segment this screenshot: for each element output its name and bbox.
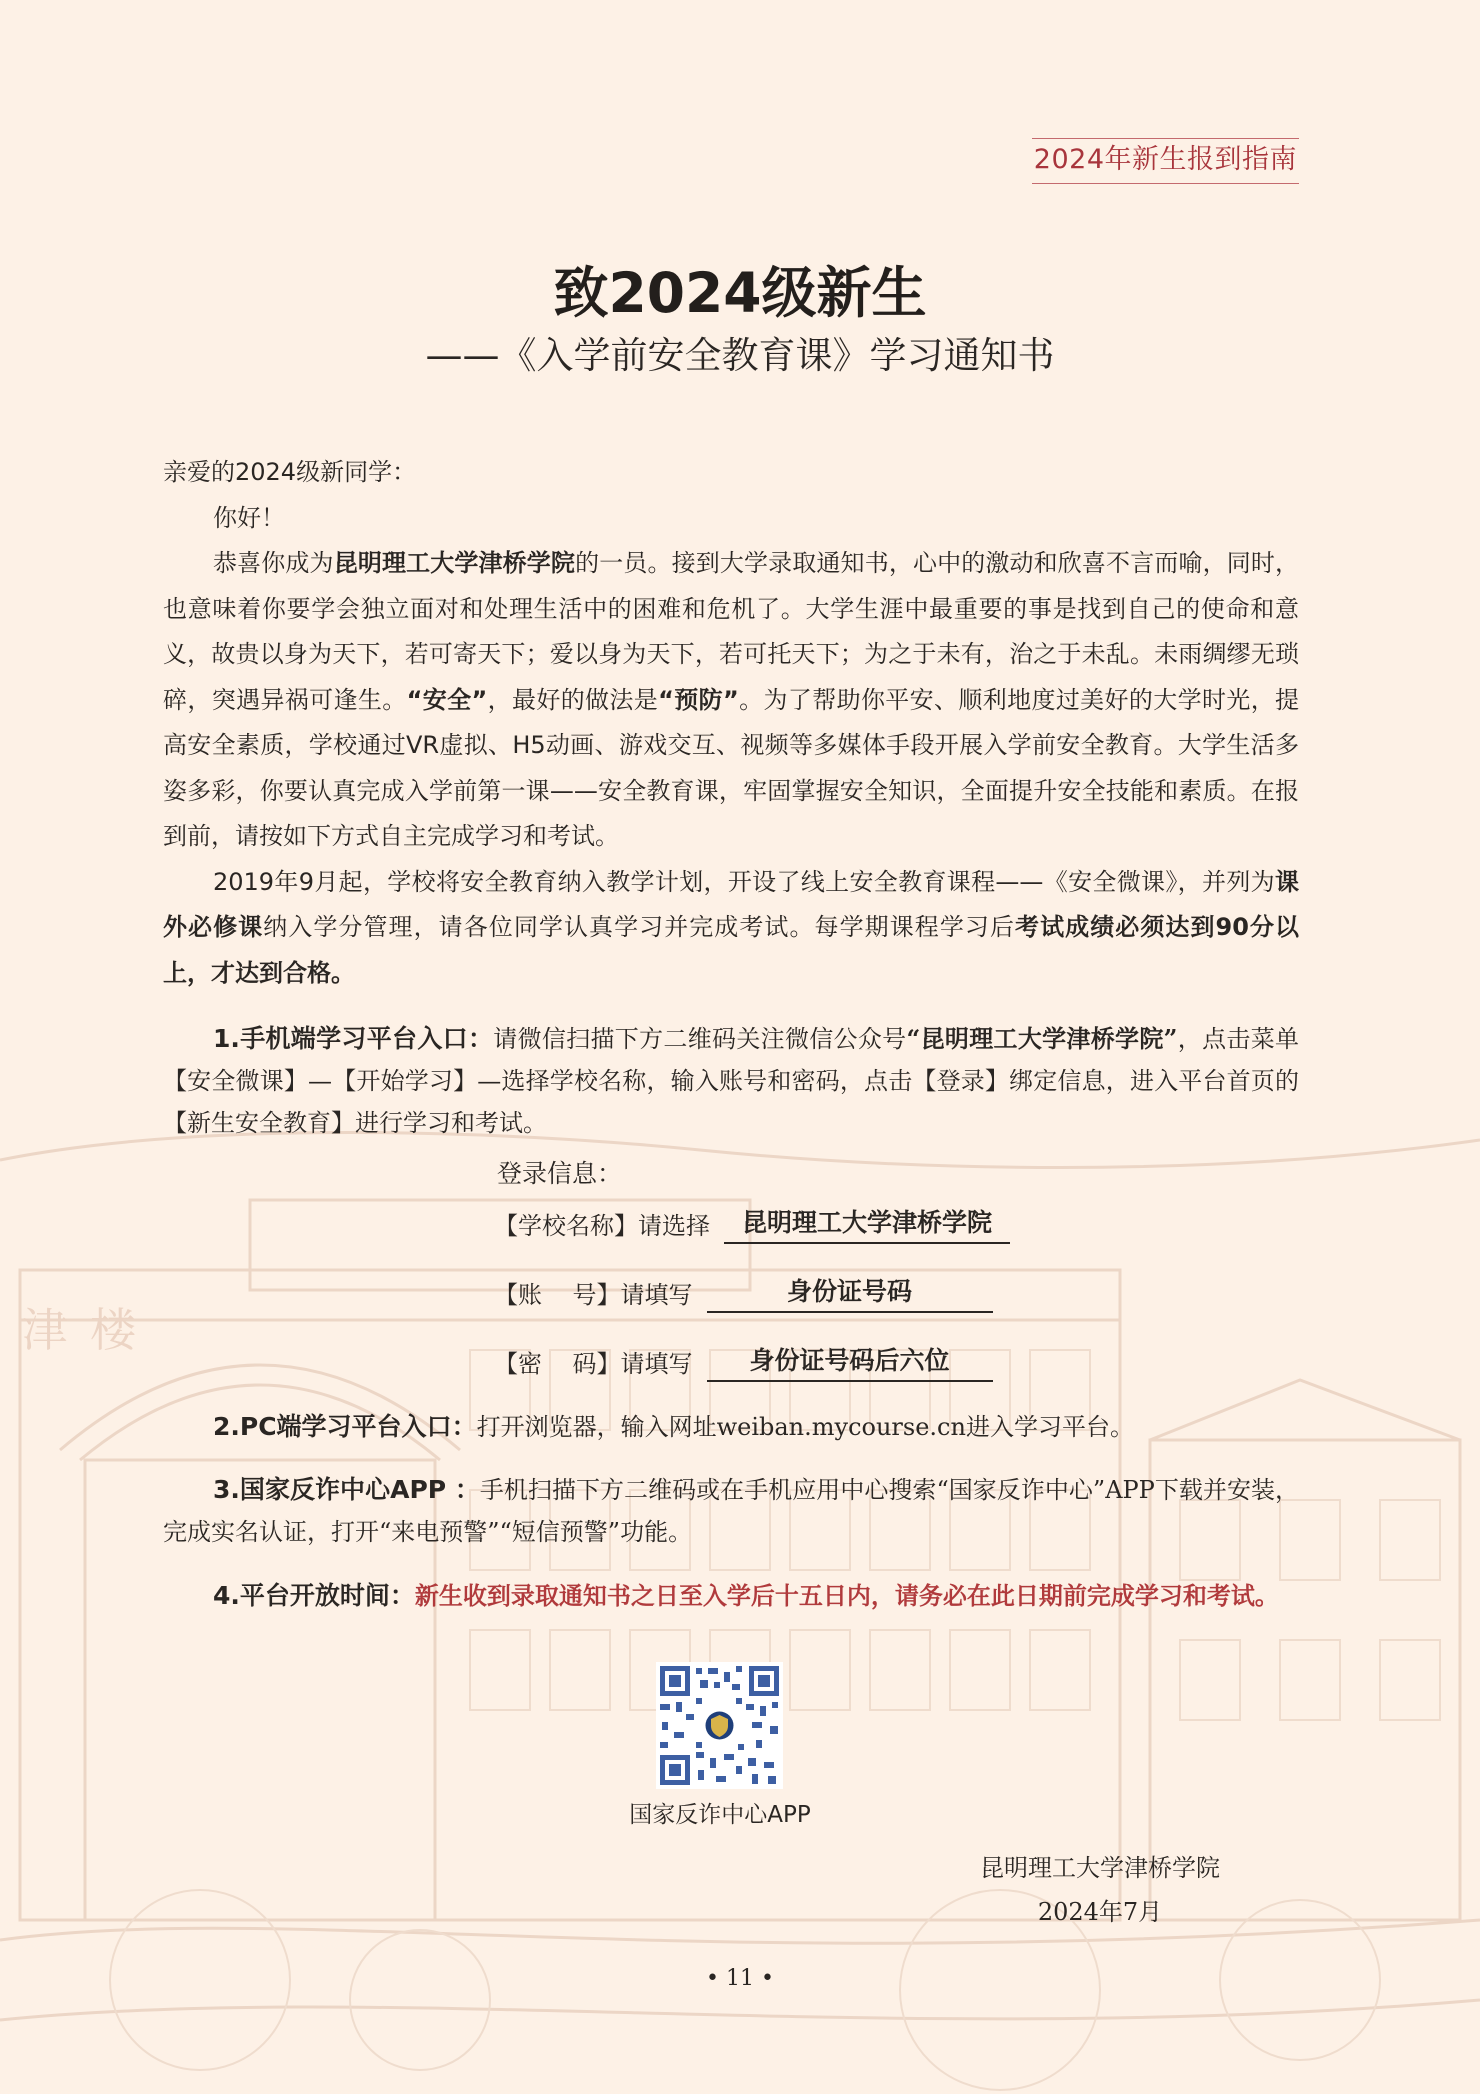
item2-text: 打开浏览器，输入网址weiban.mycourse.cn进入学习平台。 (476, 1413, 1134, 1441)
item2-label: 2.PC端学习平台入口： (213, 1412, 477, 1441)
page-number: • 11 • (706, 1966, 774, 1991)
item1-text-b: ，点击菜单【安全微课】—【开始学习】—选择学校名称，输入账号和密码，点击【登录】绑定信息，进入平台首页的【新生安全教育】进行学习和考试。 (163, 1025, 1300, 1137)
intro-text-c: ，最好的做法是 (487, 685, 659, 714)
item1-text-a: 请微信扫描下方二维码关注微信公众号 (493, 1025, 907, 1053)
login-label-school: 【学校名称】请选择 (494, 1212, 710, 1240)
intro-text-b: 的一员。接到大学录取通知书，心中的激动和欣喜不言而喻，同时，也意味着你要学会独立面对和处理生活中的困难和危机了。大学生涯中最重要的事是找到自己的使命和意义，故贵以身为天下，若可寄天下；爱以身为天下，若可托天下；为之于未有，治之于未乱。未雨绸缪无琐碎，突遇异祸可逢生。 (163, 549, 1300, 714)
wechat-account-name: “昆明理工大学津桥学院” (906, 1024, 1178, 1053)
hello: 你好！ (213, 503, 285, 532)
login-info-heading: 登录信息： (497, 1159, 623, 1188)
curriculum-text-a: 2019年9月起，学校将安全教育纳入教学计划，开设了线上安全教育课程——《安全微课》，并列为 (213, 867, 1275, 896)
login-value-account: 身份证号码 (707, 1274, 993, 1313)
login-row-school (494, 1205, 1010, 1244)
safety-keyword: “安全” (406, 685, 488, 714)
school-name: 昆明理工大学津桥学院 (333, 549, 576, 577)
curriculum-paragraph (163, 860, 1299, 997)
page-subtitle: ——《入学前安全教育课》学习通知书 (425, 334, 1055, 377)
login-row-account (494, 1274, 993, 1313)
svg-text:津: 津 (22, 1303, 68, 1357)
login-value-school: 昆明理工大学津桥学院 (724, 1205, 1010, 1244)
greeting: 亲爱的2024级新同学： (163, 458, 417, 486)
item-open-time (163, 1575, 1299, 1617)
elective-keyword: 课外必修课 (163, 867, 1299, 941)
qr-code-icon (656, 1662, 783, 1789)
login-value-password: 身份证号码后六位 (707, 1343, 993, 1382)
item-pc-platform (163, 1406, 1299, 1448)
prevention-keyword: “预防” (658, 685, 739, 714)
qr-code (656, 1662, 783, 1789)
score-requirement: 考试成绩必须达到90分以上，才达到合格。 (163, 913, 1300, 987)
login-label-password: 【密 码】请填写 (494, 1350, 693, 1378)
signature-date: 2024年7月 (1037, 1898, 1163, 1926)
intro-text-d: 。为了帮助你平安、顺利地度过美好的大学时光，提高安全素质，学校通过VR虚拟、H5动画、游戏交互、视频等多媒体手段开展入学前安全教育。大学生活多姿多彩，你要认真完成入学前第一课——安全教育课，牢固掌握安全知识，全面提升安全技能和素质。在报到前，请按如下方式自主完成学习和考试。 (163, 685, 1300, 850)
item4-label: 4.平台开放时间： (213, 1581, 415, 1610)
item4-text: 新生收到录取通知书之日至入学后十五日内，请务必在此日期前完成学习和考试。 (414, 1581, 1279, 1610)
item3-label: 3.国家反诈中心APP ： (213, 1475, 480, 1504)
item1-label: 1.手机端学习平台入口： (213, 1024, 494, 1053)
svg-text:楼: 楼 (90, 1303, 136, 1357)
login-row-password (494, 1343, 993, 1382)
letter-body (163, 450, 1299, 996)
qr-caption: 国家反诈中心APP (629, 1802, 811, 1828)
item3-text: 手机扫描下方二维码或在手机应用中心搜索“国家反诈中心”APP下载并安装，完成实名认证，打开“来电预警”“短信预警”功能。 (163, 1476, 1300, 1546)
login-label-account: 【账 号】请填写 (494, 1281, 693, 1309)
item-antifraud-app (163, 1469, 1299, 1553)
guide-header-tag: 2024年新生报到指南 (1032, 138, 1299, 184)
curriculum-text-b: 纳入学分管理，请各位同学认真学习并完成考试。每学期课程学习后 (263, 913, 1016, 941)
signature-org: 昆明理工大学津桥学院 (980, 1854, 1220, 1882)
intro-paragraph (163, 541, 1299, 860)
item-mobile-platform (163, 1018, 1299, 1144)
page-title: 致2024级新生 (553, 261, 927, 325)
intro-text-a: 恭喜你成为 (213, 549, 334, 577)
